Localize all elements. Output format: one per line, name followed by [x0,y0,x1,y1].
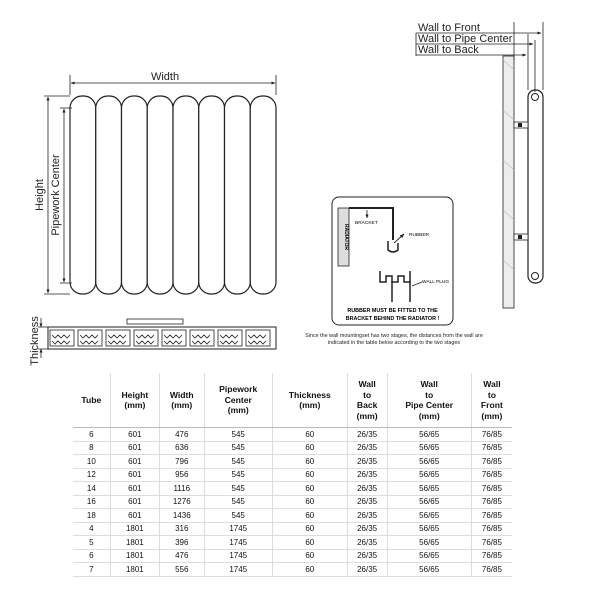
table-cell: 601 [110,455,159,469]
table-cell: 76/85 [471,536,512,550]
wall-to-back-label: Wall to Back [418,44,479,56]
radiator-tube [225,96,251,294]
radiator-side-view [503,56,543,308]
table-cell: 545 [204,482,272,496]
table-cell: 1801 [110,536,159,550]
table-cell: 601 [110,495,159,509]
height-label: Height [34,179,46,211]
header-wall-to-front: Wall to Front (mm) [471,373,512,428]
table-cell: 1745 [204,549,272,563]
table-cell: 545 [204,468,272,482]
tube-section [78,330,102,346]
table-cell: 8 [73,441,110,455]
table-cell: 60 [272,549,347,563]
table-cell: 796 [160,455,204,469]
table-row [73,495,512,509]
table-row [73,509,512,523]
pipework-center-label: Pipework Center [50,154,62,236]
table-cell: 56/65 [387,563,471,577]
table-cell: 76/85 [471,549,512,563]
inset-wall-plug-label: WALL PLUG [422,280,450,285]
table-cell: 60 [272,441,347,455]
table-cell: 16 [73,495,110,509]
table-row [73,549,512,563]
dimensions-table [73,373,512,577]
table-cell: 56/65 [387,549,471,563]
table-cell: 76/85 [471,468,512,482]
header-tube: Tube [73,373,110,428]
inset-rubber-label: RUBBER [409,233,429,238]
table-cell: 545 [204,441,272,455]
table-cell: 636 [160,441,204,455]
table-cell: 545 [204,428,272,442]
table-cell: 12 [73,468,110,482]
header-thickness: Thickness (mm) [272,373,347,428]
header-height: Height (mm) [110,373,159,428]
table-cell: 601 [110,482,159,496]
table-cell: 60 [272,468,347,482]
table-cell: 1116 [160,482,204,496]
table-cell: 60 [272,482,347,496]
table-cell: 56/65 [387,509,471,523]
table-cell: 76/85 [471,495,512,509]
tube-section [134,330,158,346]
table-cell: 76/85 [471,522,512,536]
table-cell: 601 [110,468,159,482]
table-cell: 18 [73,509,110,523]
header-pipework-center: Pipework Center (mm) [204,373,272,428]
table-cell: 956 [160,468,204,482]
table-cell: 76/85 [471,455,512,469]
table-cell: 10 [73,455,110,469]
header-width: Width (mm) [160,373,204,428]
table-cell: 1801 [110,563,159,577]
header-wall-to-back: Wall to Back (mm) [347,373,387,428]
table-cell: 4 [73,522,110,536]
wall-to-pipe-center-label: Wall to Pipe Center [418,33,513,45]
table-cell: 26/35 [347,468,387,482]
table-cell: 76/85 [471,563,512,577]
radiator-tube [96,96,122,294]
table-header-row [73,373,512,428]
radiator-tube [250,96,276,294]
table-cell: 26/35 [347,563,387,577]
table-cell: 56/65 [387,522,471,536]
inset-warning-line1: RUBBER MUST BE FITTED TO THE [347,308,438,314]
table-row [73,455,512,469]
table-cell: 56/65 [387,482,471,496]
tube-section [162,330,186,346]
table-cell: 26/35 [347,509,387,523]
table-row [73,468,512,482]
width-label: Width [150,71,180,83]
table-cell: 6 [73,428,110,442]
radiator-tube [122,96,148,294]
table-cell: 60 [272,428,347,442]
table-cell: 56/65 [387,455,471,469]
radiator-top-view [48,319,276,349]
table-cell: 56/65 [387,468,471,482]
table-cell: 56/65 [387,536,471,550]
table-cell: 56/65 [387,495,471,509]
table-cell: 26/35 [347,495,387,509]
radiator-front-view [70,96,276,294]
table-cell: 1801 [110,549,159,563]
table-cell: 545 [204,455,272,469]
inset-radiator-label: RADIATOR [343,224,349,250]
table-row [73,522,512,536]
table-cell: 601 [110,509,159,523]
table-cell: 1745 [204,536,272,550]
table-cell: 60 [272,563,347,577]
table-cell: 26/35 [347,536,387,550]
inset-warning-line2: BRACKET BEHIND THE RADIATOR ! [345,316,440,322]
table-cell: 60 [272,536,347,550]
table-row [73,536,512,550]
table-cell: 1745 [204,522,272,536]
radiator-tube [199,96,225,294]
wall-to-front-label: Wall to Front [418,22,480,34]
table-cell: 556 [160,563,204,577]
tube-section [246,330,270,346]
table-cell: 76/85 [471,441,512,455]
table-cell: 1801 [110,522,159,536]
thickness-label: Thickness [29,316,41,366]
table-cell: 601 [110,428,159,442]
table-cell: 1276 [160,495,204,509]
table-cell: 545 [204,509,272,523]
radiator-tube [70,96,96,294]
table-cell: 1745 [204,563,272,577]
table-cell: 601 [110,441,159,455]
inset-bracket-label: BRACKET [355,221,378,226]
header-wall-to-pipe-center: Wall to Pipe Center (mm) [387,373,471,428]
table-cell: 476 [160,428,204,442]
table-cell: 56/65 [387,441,471,455]
table-row [73,563,512,577]
tube-section [190,330,214,346]
table-cell: 56/65 [387,428,471,442]
table-cell: 6 [73,549,110,563]
table-cell: 60 [272,495,347,509]
table-cell: 60 [272,509,347,523]
radiator-tube [173,96,199,294]
table-row [73,428,512,442]
table-cell: 14 [73,482,110,496]
table-cell: 1436 [160,509,204,523]
tube-section [50,330,74,346]
table-cell: 60 [272,522,347,536]
table-cell: 26/35 [347,482,387,496]
table-cell: 76/85 [471,428,512,442]
table-cell: 316 [160,522,204,536]
table-cell: 476 [160,549,204,563]
table-cell: 396 [160,536,204,550]
table-cell: 26/35 [347,522,387,536]
table-row [73,482,512,496]
table-cell: 5 [73,536,110,550]
table-cell: 26/35 [347,455,387,469]
table-cell: 26/35 [347,441,387,455]
table-cell: 76/85 [471,482,512,496]
table-row [73,441,512,455]
radiator-tube [147,96,173,294]
table-cell: 26/35 [347,428,387,442]
table-cell: 26/35 [347,549,387,563]
table-cell: 60 [272,455,347,469]
table-cell: 545 [204,495,272,509]
table-cell: 7 [73,563,110,577]
tube-section [106,330,130,346]
tube-section [218,330,242,346]
wall-mounting-note: Since the wall mountingset has two stages, the distances from the wall are indicated in the table below according to the two stages [305,333,483,347]
table-cell: 76/85 [471,509,512,523]
bracket-detail-inset [332,197,453,325]
